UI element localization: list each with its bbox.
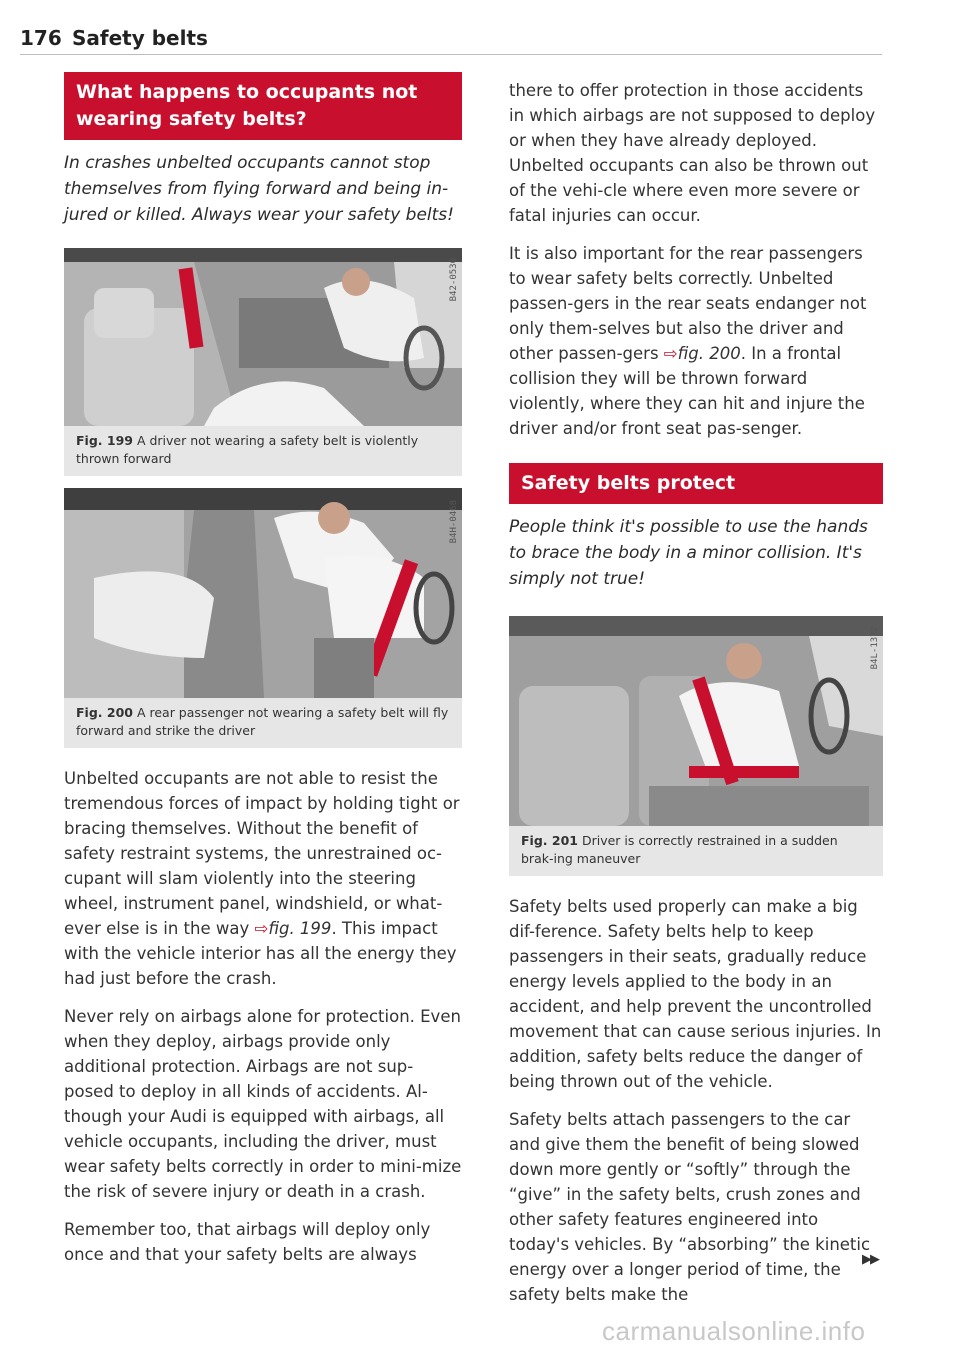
paragraph-airbags-alone: Never rely on airbags alone for protection. Even when they deploy, airbags provide only additional protection. Airbags are not sup-posed to deploy in all kinds of accidents. Al-though your Audi is equipped with airbags, all vehicle occupants, including the driver, must wear safety belts correctly in order to mini-mize the risk of severe injury or death in a crash. bbox=[64, 1007, 462, 1201]
image-code-199: B42-0530 bbox=[449, 258, 459, 302]
page-number: 176 bbox=[20, 26, 62, 50]
reference-arrow-icon: ⇨ bbox=[254, 919, 269, 938]
caption-199-text: A driver not wearing a safety belt is violently thrown forward bbox=[76, 433, 419, 466]
paragraph-belts-difference: Safety belts used properly can make a big dif-ference. Safety belts help to keep passengers in their seats, gradually reduce energy levels applied to the body in an accident, and help prevent the uncontrolled movement that can cause serious injuries. In addition, safety belts reduce the danger of being thrown out of the vehicle. bbox=[509, 897, 882, 1091]
caption-201 bbox=[521, 832, 871, 868]
paragraph-rear-passengers: It is also important for the rear passengers to wear safety belts correctly. Unbelted passen-gers in the rear seats endanger not only them-selves but also the driver and other passen-gers ⇨fig. 200. In a frontal collision they will be thrown forward violently, where they can hit and injure the driver and/or front seat pas-senger. bbox=[509, 244, 867, 438]
paragraph-belts-attach: Safety belts attach passengers to the car and give them the benefit of being slowed down more gently or “softly” through the “give” in the safety belts, crush zones and other safety features engineered into today's vehicles. By “absorbing” the kinetic energy over a longer period of time, the safety belts make the bbox=[509, 1110, 871, 1304]
heading-banner-occupants: What happens to occupants not wearing safety belts? bbox=[64, 72, 462, 140]
image-code-201: B4L-1372 bbox=[870, 626, 880, 670]
right-body-text bbox=[509, 894, 883, 1307]
paragraph-airbags-once: Remember too, that airbags will deploy only once and that your safety belts are always bbox=[64, 1220, 431, 1264]
right-column bbox=[509, 72, 883, 1320]
caption-200-text: A rear passenger not wearing a safety belt will fly forward and strike the driver bbox=[76, 705, 449, 738]
paragraph-unbelted-occupants: Unbelted occupants are not able to resist the tremendous forces of impact by holding tight or bracing themselves. Without the benefit of safety restraint systems, the unrestrained oc-cupant will slam violently into the steering wheel, instrument panel, windshield, or what-ever else is in the way ⇨fig. 199. This impact with the vehicle interior has all the energy they had just before the crash. bbox=[64, 769, 460, 988]
figure-201 bbox=[509, 616, 883, 876]
section-title: Safety belts bbox=[72, 26, 208, 50]
caption-199-label: Fig. 199 bbox=[76, 433, 133, 448]
heading-banner-belts-protect: Safety belts protect bbox=[509, 463, 883, 504]
lead-text-hands-brace: People think it's possible to use the hands to brace the body in a minor collision. It's simply not true! bbox=[509, 517, 868, 589]
left-column bbox=[64, 72, 462, 1280]
figure-200 bbox=[64, 488, 462, 748]
continue-arrow-icon: ▶▶ bbox=[862, 1252, 878, 1267]
page-header bbox=[20, 26, 882, 55]
figure-reference-200[interactable]: fig. 200 bbox=[677, 344, 741, 363]
caption-199 bbox=[76, 432, 450, 468]
paragraph-protection-continued: there to offer protection in those accidents in which airbags are not supposed to deploy or when they have already deployed. Unbelted occupants can also be thrown out of the vehi-cle where even more severe or fatal injuries can occur. bbox=[509, 81, 876, 225]
caption-200 bbox=[76, 704, 450, 740]
figure-reference-199[interactable]: fig. 199 bbox=[268, 919, 332, 938]
caption-200-label: Fig. 200 bbox=[76, 705, 133, 720]
caption-201-label: Fig. 201 bbox=[521, 833, 578, 848]
caption-201-text: Driver is correctly restrained in a sudden brak-ing maneuver bbox=[521, 833, 838, 866]
lead-text-unbelted: In crashes unbelted occupants cannot stop themselves from flying forward and being in-jured or killed. Always wear your safety belts! bbox=[64, 153, 454, 225]
driver-thrown-forward-illustration bbox=[64, 248, 462, 426]
left-body-text bbox=[64, 766, 462, 1267]
reference-arrow-icon: ⇨ bbox=[663, 344, 678, 363]
figure-199 bbox=[64, 248, 462, 476]
image-code-200: B4H-0468 bbox=[449, 500, 459, 544]
driver-restrained-braking-illustration bbox=[509, 616, 883, 826]
footer-watermark: carmanualsonline.info bbox=[602, 1316, 866, 1346]
rear-passenger-strikes-driver-illustration bbox=[64, 488, 462, 698]
